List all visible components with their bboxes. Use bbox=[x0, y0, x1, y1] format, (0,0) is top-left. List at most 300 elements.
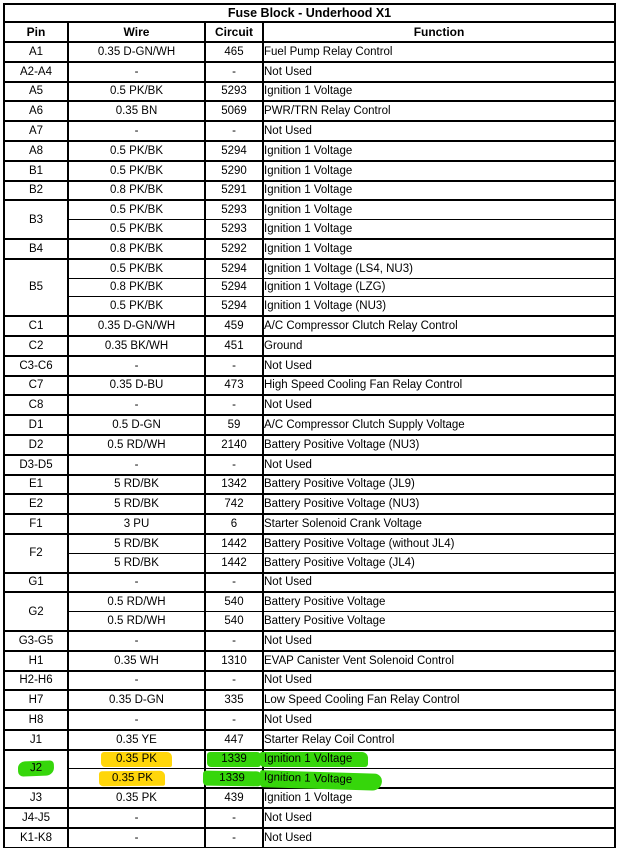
column-header-pin: Pin bbox=[4, 22, 68, 42]
table-row bbox=[4, 828, 615, 848]
wire-cell bbox=[68, 808, 205, 828]
pin-cell bbox=[4, 200, 68, 239]
function-value: Not Used bbox=[264, 831, 312, 844]
wire-cell bbox=[68, 651, 205, 671]
table-row bbox=[4, 101, 615, 121]
circuit-cell bbox=[205, 316, 263, 336]
wire-value: 0.35 YE bbox=[116, 733, 157, 746]
circuit-cell bbox=[205, 534, 263, 553]
circuit-cell bbox=[205, 161, 263, 181]
wire-value: 0.5 D-GN bbox=[112, 419, 161, 432]
circuit-value: - bbox=[232, 576, 236, 589]
function-value: Not Used bbox=[264, 674, 312, 687]
function-cell bbox=[263, 828, 615, 848]
wire-value: 0.35 PK bbox=[116, 792, 157, 805]
circuit-cell bbox=[205, 651, 263, 671]
circuit-cell bbox=[205, 121, 263, 141]
pin-label: D3-D5 bbox=[19, 458, 53, 471]
pin-label: C3-C6 bbox=[19, 359, 53, 372]
circuit-cell bbox=[205, 141, 263, 161]
circuit-value: - bbox=[232, 65, 236, 78]
table-row bbox=[4, 553, 615, 572]
function-cell bbox=[263, 494, 615, 514]
wire-cell bbox=[68, 62, 205, 82]
circuit-value: 447 bbox=[224, 733, 244, 746]
pin-label: A5 bbox=[28, 85, 44, 98]
circuit-value: 1442 bbox=[221, 556, 247, 569]
circuit-cell bbox=[205, 573, 263, 593]
function-value: Battery Positive Voltage (NU3) bbox=[264, 498, 420, 511]
wire-cell bbox=[68, 573, 205, 593]
pin-cell bbox=[4, 42, 68, 62]
circuit-cell bbox=[205, 631, 263, 651]
wire-cell bbox=[68, 259, 205, 278]
pin-cell bbox=[4, 631, 68, 651]
wire-value: 5 RD/BK bbox=[114, 556, 159, 569]
circuit-value: 5294 bbox=[221, 144, 247, 157]
circuit-cell bbox=[205, 82, 263, 102]
function-value: PWR/TRN Relay Control bbox=[264, 105, 391, 118]
wire-value-highlighted: 0.35 PK bbox=[98, 771, 164, 786]
circuit-value: 5292 bbox=[221, 242, 247, 255]
wire-value: 0.5 PK/BK bbox=[109, 85, 164, 98]
table-row bbox=[4, 259, 615, 278]
pin-cell bbox=[4, 671, 68, 691]
title-row bbox=[4, 4, 615, 22]
function-value: Not Used bbox=[264, 713, 312, 726]
function-cell bbox=[263, 316, 615, 336]
function-value: Ignition 1 Voltage bbox=[264, 144, 353, 157]
wire-value: 0.8 PK/BK bbox=[109, 184, 164, 197]
function-cell bbox=[263, 573, 615, 593]
pin-cell bbox=[4, 435, 68, 455]
pin-label: B4 bbox=[28, 242, 44, 255]
wire-value: 0.35 D-GN/WH bbox=[97, 320, 176, 333]
circuit-value: - bbox=[232, 634, 236, 647]
column-header-function: Function bbox=[263, 22, 615, 42]
pin-label: H8 bbox=[28, 713, 44, 726]
function-value: Battery Positive Voltage (JL4) bbox=[264, 556, 415, 569]
table-row bbox=[4, 573, 615, 593]
function-value: Not Used bbox=[264, 634, 312, 647]
wire-value-highlighted: 0.35 PK bbox=[101, 752, 172, 767]
wire-cell bbox=[68, 101, 205, 121]
circuit-value: - bbox=[232, 125, 236, 138]
function-value: Ignition 1 Voltage bbox=[264, 792, 353, 805]
function-value: Not Used bbox=[264, 359, 312, 372]
column-header-row bbox=[4, 22, 615, 42]
function-value: Not Used bbox=[264, 65, 312, 78]
pin-label: E1 bbox=[28, 478, 44, 491]
circuit-value: 2140 bbox=[221, 438, 247, 451]
wire-cell bbox=[68, 82, 205, 102]
function-cell bbox=[263, 553, 615, 572]
wire-value: - bbox=[134, 359, 139, 372]
wire-value: - bbox=[134, 125, 139, 138]
wire-cell bbox=[68, 690, 205, 710]
pin-cell bbox=[4, 730, 68, 750]
circuit-cell bbox=[205, 750, 263, 769]
pin-label: F2 bbox=[29, 547, 43, 560]
wire-cell bbox=[68, 435, 205, 455]
wire-cell bbox=[68, 161, 205, 181]
table-row bbox=[4, 612, 615, 631]
function-value: Starter Solenoid Crank Voltage bbox=[264, 518, 422, 531]
circuit-value: 5294 bbox=[221, 262, 247, 275]
circuit-cell bbox=[205, 455, 263, 475]
function-cell bbox=[263, 631, 615, 651]
table-row bbox=[4, 121, 615, 141]
table-row bbox=[4, 808, 615, 828]
wire-cell bbox=[68, 42, 205, 62]
table-row bbox=[4, 316, 615, 336]
pin-label: F1 bbox=[29, 518, 43, 531]
circuit-cell bbox=[205, 435, 263, 455]
table-head bbox=[4, 4, 615, 42]
table-row bbox=[4, 220, 615, 239]
pin-cell bbox=[4, 455, 68, 475]
table-row bbox=[4, 750, 615, 769]
pin-label: G1 bbox=[28, 576, 44, 589]
table-row bbox=[4, 181, 615, 201]
wire-cell bbox=[68, 239, 205, 259]
pin-label: B2 bbox=[28, 184, 44, 197]
pin-label: K1-K8 bbox=[20, 831, 52, 844]
wire-value: 0.5 PK/BK bbox=[109, 164, 164, 177]
circuit-value-highlighted: 1339 bbox=[203, 770, 261, 786]
circuit-cell bbox=[205, 42, 263, 62]
pin-cell bbox=[4, 316, 68, 336]
function-cell bbox=[263, 750, 615, 769]
pin-label: G3-G5 bbox=[18, 634, 54, 647]
pin-cell bbox=[4, 336, 68, 356]
wire-cell bbox=[68, 612, 205, 631]
circuit-value: 742 bbox=[224, 498, 244, 511]
function-cell bbox=[263, 808, 615, 828]
pin-label: J1 bbox=[29, 733, 43, 746]
pin-cell bbox=[4, 651, 68, 671]
function-cell bbox=[263, 239, 615, 259]
function-value: Not Used bbox=[264, 576, 312, 589]
pin-cell bbox=[4, 690, 68, 710]
circuit-cell bbox=[205, 278, 263, 297]
pin-cell bbox=[4, 101, 68, 121]
wire-cell bbox=[68, 316, 205, 336]
circuit-value: 5293 bbox=[221, 223, 247, 236]
circuit-cell bbox=[205, 612, 263, 631]
function-value: A/C Compressor Clutch Supply Voltage bbox=[264, 419, 465, 432]
pin-label: A1 bbox=[28, 45, 44, 58]
circuit-value: 5293 bbox=[221, 204, 247, 217]
function-value: Ignition 1 Voltage bbox=[264, 204, 353, 217]
circuit-value: - bbox=[232, 458, 236, 471]
function-cell bbox=[263, 788, 615, 808]
circuit-value: 1342 bbox=[221, 478, 247, 491]
function-cell bbox=[263, 534, 615, 553]
function-cell bbox=[263, 42, 615, 62]
circuit-value: - bbox=[232, 713, 236, 726]
circuit-value: 540 bbox=[224, 596, 244, 609]
circuit-cell bbox=[205, 101, 263, 121]
pin-cell bbox=[4, 808, 68, 828]
function-value: Fuel Pump Relay Control bbox=[264, 45, 393, 58]
wire-value: 0.5 RD/WH bbox=[107, 438, 166, 451]
function-value: Ignition 1 Voltage (LZG) bbox=[264, 281, 386, 294]
circuit-cell bbox=[205, 415, 263, 435]
circuit-value: - bbox=[232, 399, 236, 412]
pin-cell bbox=[4, 62, 68, 82]
pin-cell bbox=[4, 750, 68, 789]
pin-label: D1 bbox=[28, 419, 44, 432]
fuse-block-table bbox=[3, 3, 616, 848]
circuit-cell bbox=[205, 710, 263, 730]
circuit-cell bbox=[205, 336, 263, 356]
function-value: High Speed Cooling Fan Relay Control bbox=[264, 379, 463, 392]
pin-cell bbox=[4, 475, 68, 495]
circuit-value: 439 bbox=[224, 792, 244, 805]
wire-value: 0.5 PK/BK bbox=[109, 204, 164, 217]
function-value: Battery Positive Voltage bbox=[264, 596, 386, 609]
wire-cell bbox=[68, 455, 205, 475]
wire-value: - bbox=[134, 458, 139, 471]
wire-cell bbox=[68, 356, 205, 376]
function-cell bbox=[263, 671, 615, 691]
wire-cell bbox=[68, 336, 205, 356]
wire-cell bbox=[68, 828, 205, 848]
wire-value: - bbox=[134, 65, 139, 78]
pin-cell bbox=[4, 534, 68, 573]
wire-value: 5 RD/BK bbox=[114, 498, 159, 511]
table-row bbox=[4, 671, 615, 691]
pin-label: A8 bbox=[28, 144, 44, 157]
circuit-value: 1310 bbox=[221, 654, 247, 667]
circuit-cell bbox=[205, 494, 263, 514]
function-cell bbox=[263, 62, 615, 82]
function-cell bbox=[263, 82, 615, 102]
wire-value: 0.5 PK/BK bbox=[109, 262, 164, 275]
circuit-value: 5293 bbox=[221, 85, 247, 98]
circuit-cell bbox=[205, 808, 263, 828]
pin-label: J4-J5 bbox=[21, 811, 51, 824]
wire-cell bbox=[68, 730, 205, 750]
function-cell bbox=[263, 200, 615, 219]
function-cell bbox=[263, 514, 615, 534]
circuit-value: 5294 bbox=[221, 281, 247, 294]
wire-value: 0.35 D-BU bbox=[109, 379, 164, 392]
function-value: Ignition 1 Voltage bbox=[264, 164, 353, 177]
circuit-value: 1442 bbox=[221, 537, 247, 550]
table-body bbox=[4, 42, 615, 848]
wire-cell bbox=[68, 376, 205, 396]
wire-cell bbox=[68, 121, 205, 141]
function-value: Ground bbox=[264, 339, 303, 352]
table-row bbox=[4, 356, 615, 376]
function-cell bbox=[263, 690, 615, 710]
function-value-highlighted: Ignition 1 Voltage bbox=[260, 770, 383, 791]
circuit-cell bbox=[205, 200, 263, 219]
circuit-cell bbox=[205, 730, 263, 750]
wire-cell bbox=[68, 710, 205, 730]
circuit-value: 473 bbox=[224, 379, 244, 392]
circuit-cell bbox=[205, 181, 263, 201]
function-value: Battery Positive Voltage (without JL4) bbox=[264, 537, 455, 550]
pin-label: D2 bbox=[28, 438, 44, 451]
table-row bbox=[4, 415, 615, 435]
pin-label: H2-H6 bbox=[19, 674, 53, 687]
circuit-cell bbox=[205, 690, 263, 710]
circuit-value: 5290 bbox=[221, 164, 247, 177]
pin-label: B5 bbox=[28, 281, 44, 294]
pin-cell bbox=[4, 573, 68, 593]
circuit-value: 6 bbox=[230, 518, 238, 531]
function-value: Low Speed Cooling Fan Relay Control bbox=[264, 694, 460, 707]
wire-value: 5 RD/BK bbox=[114, 478, 159, 491]
pin-cell bbox=[4, 121, 68, 141]
pin-cell bbox=[4, 828, 68, 848]
pin-label: C8 bbox=[28, 399, 44, 412]
circuit-value: 540 bbox=[224, 615, 244, 627]
function-cell bbox=[263, 101, 615, 121]
wire-value: 0.5 RD/WH bbox=[107, 596, 166, 609]
table-row bbox=[4, 161, 615, 181]
function-value: A/C Compressor Clutch Relay Control bbox=[264, 320, 458, 333]
function-cell bbox=[263, 592, 615, 611]
circuit-cell bbox=[205, 297, 263, 316]
table-row bbox=[4, 514, 615, 534]
circuit-value: - bbox=[232, 831, 236, 844]
function-cell bbox=[263, 769, 615, 788]
table-row bbox=[4, 710, 615, 730]
pin-cell bbox=[4, 161, 68, 181]
wire-cell bbox=[68, 141, 205, 161]
pin-cell bbox=[4, 181, 68, 201]
wire-value: - bbox=[134, 634, 139, 647]
pin-label-highlighted: J2 bbox=[18, 761, 55, 777]
wire-value: - bbox=[134, 831, 139, 844]
function-cell bbox=[263, 336, 615, 356]
circuit-cell bbox=[205, 395, 263, 415]
table-row bbox=[4, 475, 615, 495]
function-value: Battery Positive Voltage (NU3) bbox=[264, 438, 420, 451]
function-cell bbox=[263, 121, 615, 141]
function-cell bbox=[263, 181, 615, 201]
pin-cell bbox=[4, 788, 68, 808]
table-row bbox=[4, 42, 615, 62]
function-value: EVAP Canister Vent Solenoid Control bbox=[264, 654, 455, 667]
function-cell bbox=[263, 730, 615, 750]
pin-label: A2-A4 bbox=[20, 65, 52, 78]
pin-label: C1 bbox=[28, 320, 44, 333]
circuit-value: - bbox=[232, 811, 236, 824]
pin-cell bbox=[4, 710, 68, 730]
column-header-circuit: Circuit bbox=[205, 22, 263, 42]
function-cell bbox=[263, 612, 615, 631]
wire-cell bbox=[68, 415, 205, 435]
table-row bbox=[4, 435, 615, 455]
pin-cell bbox=[4, 395, 68, 415]
function-cell bbox=[263, 475, 615, 495]
wire-cell bbox=[68, 181, 205, 201]
wire-value: 0.8 PK/BK bbox=[109, 281, 164, 294]
circuit-cell bbox=[205, 592, 263, 611]
wire-cell bbox=[68, 534, 205, 553]
table-row bbox=[4, 690, 615, 710]
pin-label: H1 bbox=[28, 654, 44, 667]
function-value: Ignition 1 Voltage bbox=[264, 85, 353, 98]
wire-value: 0.35 D-GN/WH bbox=[97, 45, 176, 58]
table-row bbox=[4, 62, 615, 82]
wire-value: 0.35 WH bbox=[114, 654, 159, 667]
table-row bbox=[4, 82, 615, 102]
wire-cell bbox=[68, 278, 205, 297]
function-cell bbox=[263, 376, 615, 396]
function-cell bbox=[263, 278, 615, 297]
wire-cell bbox=[68, 750, 205, 769]
table-row bbox=[4, 631, 615, 651]
circuit-value: 59 bbox=[227, 419, 241, 432]
table-row bbox=[4, 730, 615, 750]
circuit-cell bbox=[205, 475, 263, 495]
circuit-value: - bbox=[232, 674, 236, 687]
table-row bbox=[4, 239, 615, 259]
wire-value: 3 PU bbox=[123, 518, 150, 531]
circuit-cell bbox=[205, 239, 263, 259]
function-value: Ignition 1 Voltage (LS4, NU3) bbox=[264, 262, 413, 275]
table-title: Fuse Block - Underhood X1 bbox=[4, 4, 615, 22]
wire-value: - bbox=[134, 576, 139, 589]
function-cell bbox=[263, 415, 615, 435]
wire-cell bbox=[68, 631, 205, 651]
pin-label: H7 bbox=[28, 694, 44, 707]
table-row bbox=[4, 141, 615, 161]
wire-value: 0.35 BN bbox=[115, 105, 158, 118]
pin-label: J3 bbox=[29, 792, 43, 805]
wire-value: 0.8 PK/BK bbox=[109, 242, 164, 255]
circuit-value: 451 bbox=[224, 339, 244, 352]
circuit-cell bbox=[205, 220, 263, 239]
circuit-cell bbox=[205, 259, 263, 278]
circuit-cell bbox=[205, 514, 263, 534]
wire-cell bbox=[68, 592, 205, 611]
circuit-cell bbox=[205, 376, 263, 396]
function-cell bbox=[263, 259, 615, 278]
table-row bbox=[4, 297, 615, 316]
circuit-value: 5069 bbox=[221, 105, 247, 118]
function-cell bbox=[263, 161, 615, 181]
pin-cell bbox=[4, 239, 68, 259]
circuit-value-highlighted: 1339 bbox=[207, 752, 261, 767]
wire-value: - bbox=[134, 674, 139, 687]
circuit-cell bbox=[205, 671, 263, 691]
wire-cell bbox=[68, 200, 205, 219]
wire-value: 0.5 RD/WH bbox=[107, 615, 166, 627]
pin-cell bbox=[4, 415, 68, 435]
table-row bbox=[4, 651, 615, 671]
wire-value: 0.5 PK/BK bbox=[109, 300, 164, 313]
pin-label: B1 bbox=[28, 164, 44, 177]
pin-label: E2 bbox=[28, 498, 44, 511]
wire-cell bbox=[68, 671, 205, 691]
wire-cell bbox=[68, 297, 205, 316]
function-value: Ignition 1 Voltage bbox=[264, 242, 353, 255]
wire-cell bbox=[68, 494, 205, 514]
function-value: Not Used bbox=[264, 399, 312, 412]
function-value: Ignition 1 Voltage bbox=[264, 223, 353, 236]
circuit-value: 465 bbox=[224, 45, 244, 58]
wire-cell bbox=[68, 475, 205, 495]
function-value: Ignition 1 Voltage bbox=[264, 184, 353, 197]
circuit-value: 5291 bbox=[221, 184, 247, 197]
